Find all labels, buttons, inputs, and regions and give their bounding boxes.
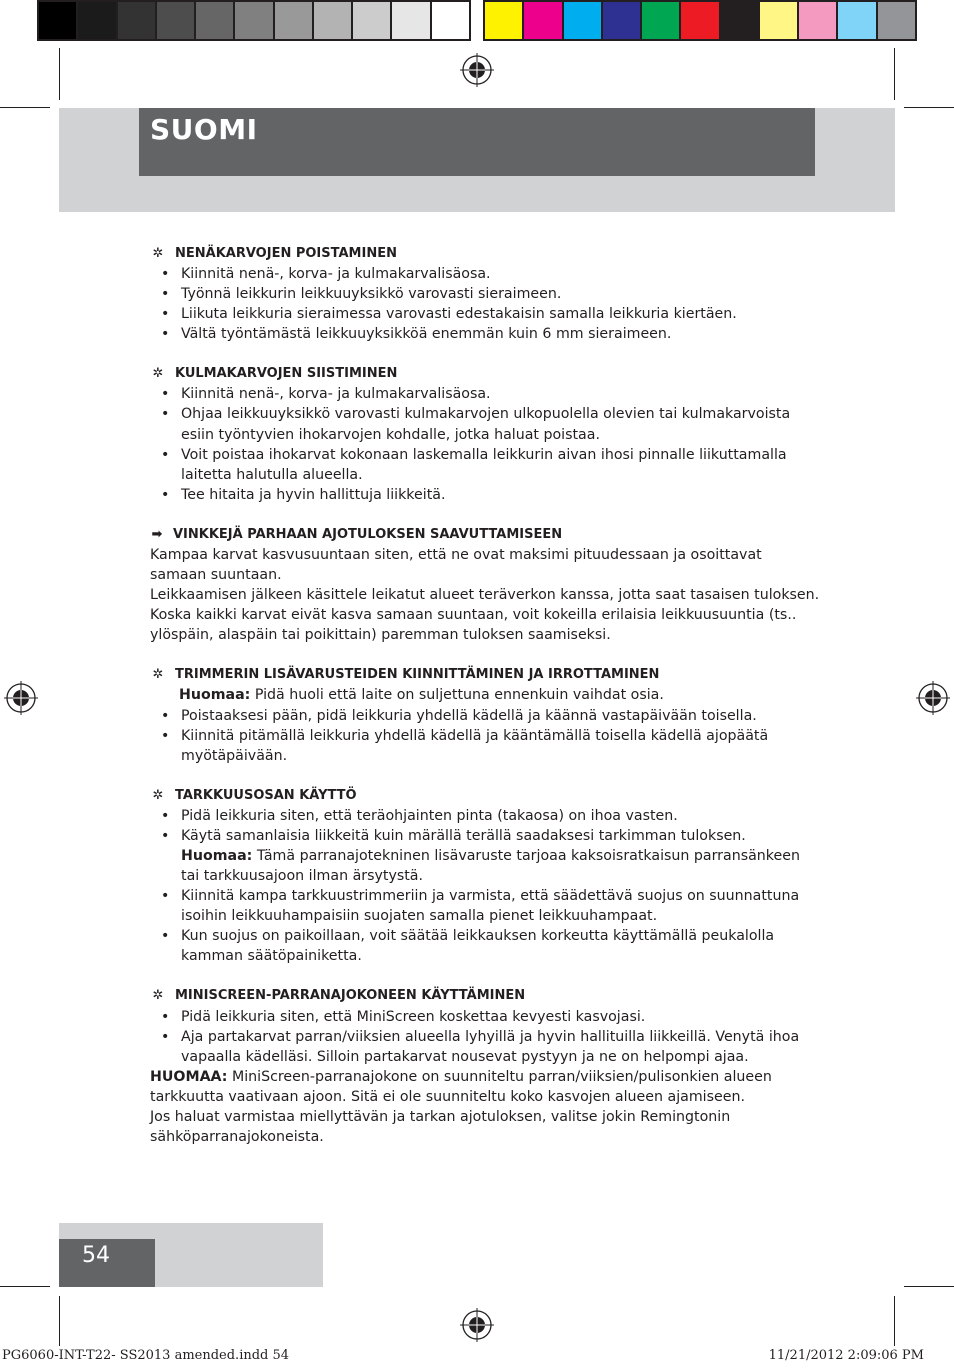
section-tips [150,525,820,645]
crop-mark [904,1286,954,1287]
heading-text: NENÄKARVOJEN POISTAMINEN [175,245,397,261]
registration-mark-icon [4,681,38,715]
color-swatch [721,2,758,39]
paragraph: Jos haluat varmistaa miellyttävän ja tarkan ajotuloksen, valitse jokin Remingtonin sähköparranajokoneista. [150,1109,731,1146]
section-heading [150,665,820,685]
list-item: • Pidä leikkuria siten, että MiniScreen koskettaa kevyesti kasvojasi. [150,1007,820,1027]
list-item: • Ohjaa leikkuuyksikkö varovasti kulmakarvojen ulkopuolella olevien tai kulmakarvoista esiin työntyvien ihokarvojen kohdalle, jotka haluat poistaa. [150,404,820,444]
note-text: MiniScreen-parranajokone on suunniteltu parran/viiksien/pulisonkien alueen tarkkuutta vaativaan ajoon. Sitä ei ole suunniteltu koko kasvojen alueen ajamiseen. [150,1068,772,1105]
section-precision [150,786,820,967]
paragraph: Leikkaamisen jälkeen käsittele leikatut alueet teräverkon kanssa, jotta saat tasaisen tuloksen. [150,587,820,604]
crop-mark [59,1296,60,1346]
color-swatch [432,2,469,39]
bullet-list [150,706,820,766]
list-item: • Kiinnitä pitämällä leikkuria yhdellä kädellä ja kääntämällä toisella kädellä ajopäätä myötäpäivään. [150,726,820,766]
crop-mark [894,1296,895,1346]
list-item: • Voit poistaa ihokarvat kokonaan laskemalla leikkurin aivan ihosi pinnalle liikuttamalla laitetta halutulla alueella. [150,445,820,485]
section-nose-hair [150,244,820,344]
arrow-right-icon: ➡ [151,526,163,542]
crop-mark [0,107,50,108]
color-swatch [78,2,115,39]
grayscale-color-bar [37,0,471,41]
list-item: • Vältä työntämästä leikkuuyksikköä enemmän kuin 6 mm sieraimeen. [150,324,820,344]
crop-mark [0,1286,50,1287]
color-swatch [196,2,233,39]
heading-text: MINISCREEN-PARRANAJOKONEEN KÄYTTÄMINEN [175,988,526,1004]
section-miniscreen [150,987,820,1148]
list-item: • Kiinnitä kampa tarkkuustrimmeriin ja varmista, että säädettävä suojus on suunnattuna isoihin leikkuuhampaisiin suojaten samalla pienet leikkuuhampaat. [150,886,820,926]
color-swatch [275,2,312,39]
list-item: • Aja partakarvat parran/viiksien alueella lyhyillä ja hyvin hallituilla liikkeillä. Venytä ihoa vapaalla kädelläsi. Silloin partakarvat nousevat pystyyn ja ne on helpompi ajaa. [150,1027,820,1067]
crop-mark [59,48,60,100]
color-swatch [524,2,561,39]
section-heading [150,525,820,545]
color-swatch [314,2,351,39]
color-swatch [681,2,718,39]
list-item-text: Käytä samanlaisia liikkeitä kuin märällä terällä saadaksesi tarkimman tuloksen. [181,827,746,844]
heading-text: VINKKEJÄ PARHAAN AJOTULOKSEN SAAVUTTAMISEEN [173,526,563,542]
registration-mark-icon [916,681,950,715]
section-attachments [150,665,820,765]
slug-file-info: PG6060-INT-T22- SS2013 amended.indd 54 [2,1348,290,1363]
star-icon: ✲ [152,988,164,1004]
color-swatch [642,2,679,39]
bullet-list [150,264,820,344]
section-heading [150,244,820,264]
heading-text: TARKKUUSOSAN KÄYTTÖ [175,787,357,803]
page-number: 54 [82,1243,110,1268]
page-title: SUOMI [150,113,258,146]
paragraph: Kampaa karvat kasvusuuntaan siten, että ne ovat maksimi pituudessaan ja osoittavat samaan suuntaan. [150,546,762,584]
paragraph: Koska kaikki karvat eivät kasva samaan suuntaan, voit kokeilla erilaisia leikkuusuuntia (ts.. ylöspäin, alaspäin tai poikittain) paremman tuloksen saamiseksi. [150,607,797,644]
color-swatch [392,2,429,39]
crop-mark [894,48,895,100]
list-item: • Tee hitaita ja hyvin hallittuja liikkeitä. [150,485,820,505]
star-icon: ✲ [152,245,164,261]
color-swatch [878,2,915,39]
list-item: • Työnnä leikkurin leikkuuyksikkö varovasti sieraimeen. [150,284,820,304]
star-icon: ✲ [152,366,164,382]
heading-text: TRIMMERIN LISÄVARUSTEIDEN KIINNITTÄMINEN JA IRROTTAMINEN [175,667,660,683]
color-swatch [838,2,875,39]
registration-mark-icon [460,1308,494,1342]
color-swatch [157,2,194,39]
note [150,1067,820,1107]
section-heading [150,987,820,1007]
note-label: Huomaa: [181,847,253,864]
note-text: Tämä parranajotekninen lisävaruste tarjoaa kaksoisratkaisun parransänkeen tai tarkkuusajoon ilman ärsytystä. [181,847,800,885]
color-swatch [564,2,601,39]
section-eyebrow [150,364,820,505]
list-item: • Liikuta leikkuria sieraimessa varovasti edestakaisin samalla leikkuria kiertäen. [150,304,820,324]
list-item: • Kun suojus on paikoillaan, voit säätää leikkauksen korkeutta käyttämällä peukalolla kamman säätöpainiketta. [150,926,820,966]
color-swatch [353,2,390,39]
heading-text: KULMAKARVOJEN SIISTIMINEN [175,366,398,382]
section-heading [150,786,820,806]
bullet-list [150,806,820,967]
slug-timestamp: 11/21/2012 2:09:06 PM [768,1348,924,1363]
color-swatch [799,2,836,39]
color-swatch [235,2,272,39]
bullet-list [150,384,820,505]
note-label: Huomaa: [179,687,251,704]
list-item: • Pidä leikkuria siten, että teräohjainten pinta (takaosa) on ihoa vasten. [150,806,820,826]
list-item: • Kiinnitä nenä-, korva- ja kulmakarvalisäosa. [150,264,820,284]
color-swatch [603,2,640,39]
note [150,685,820,705]
list-item: • Kiinnitä nenä-, korva- ja kulmakarvalisäosa. [150,384,820,404]
list-item [150,826,820,886]
list-item: • Poistaaksesi pään, pidä leikkuria yhdellä kädellä ja käännä vastapäivään toisella. [150,706,820,726]
color-swatch [118,2,155,39]
section-heading [150,364,820,384]
registration-mark-icon [460,53,494,87]
color-swatch [485,2,522,39]
note-text: Pidä huoli että laite on suljettuna ennenkuin vaihdat osia. [250,687,664,704]
star-icon: ✲ [152,787,164,803]
bullet-list [150,1007,820,1067]
process-color-bar [483,0,917,41]
main-content [150,244,820,1147]
star-icon: ✲ [152,667,164,683]
note-label: HUOMAA: [150,1068,228,1085]
color-swatch [39,2,76,39]
color-swatch [760,2,797,39]
crop-mark [904,107,954,108]
